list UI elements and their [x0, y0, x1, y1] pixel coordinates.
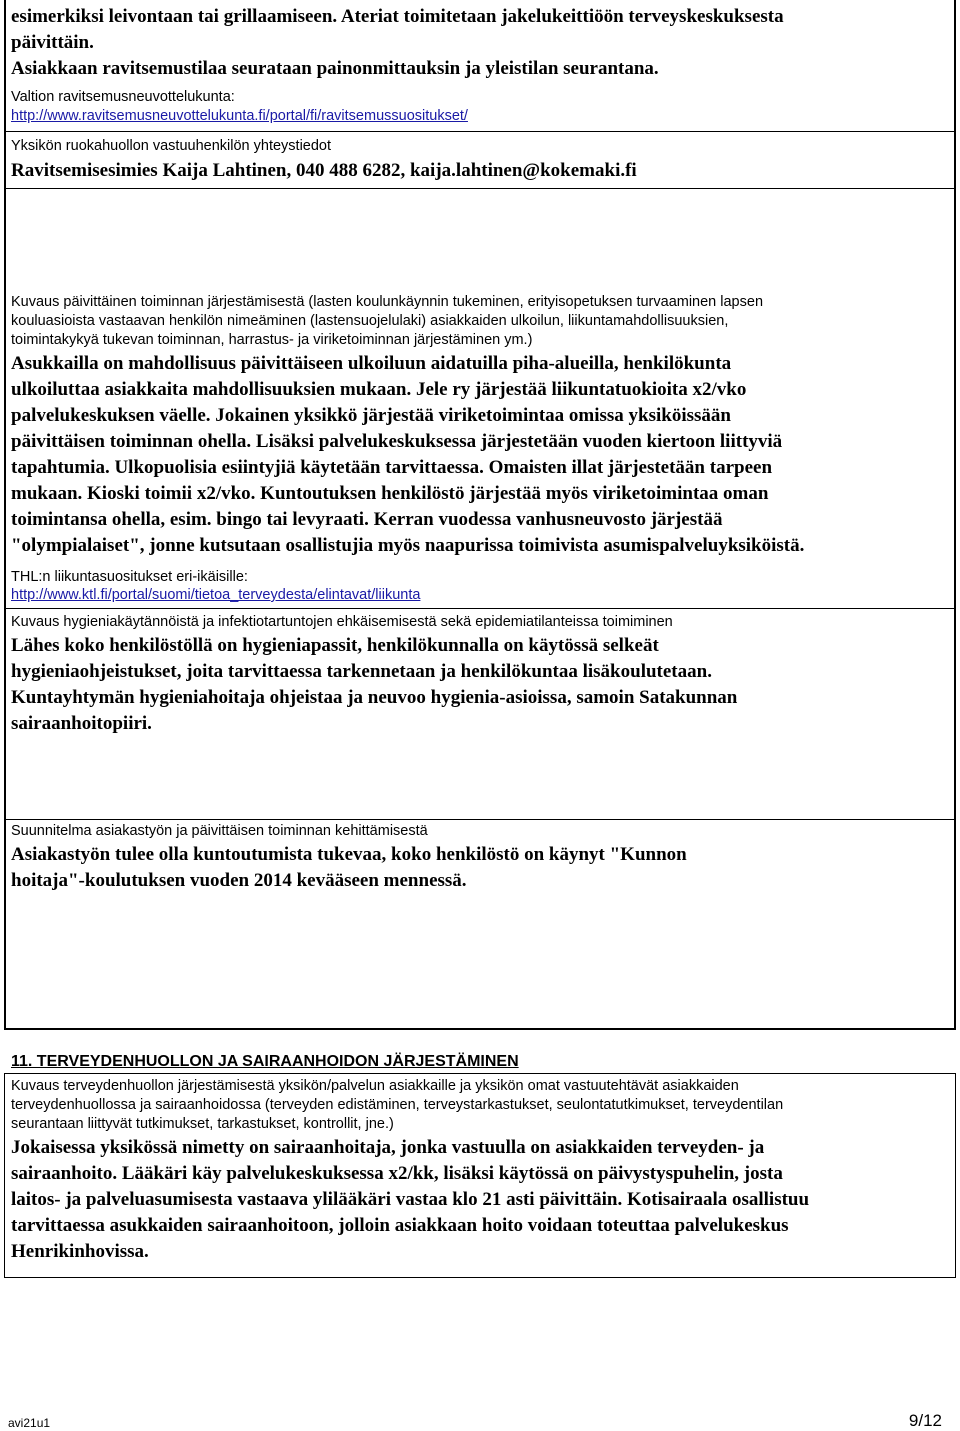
plan-text-1: Asiakastyön tulee olla kuntoutumista tukevaa, koko henkilöstö on käynyt "Kunnon — [11, 844, 687, 865]
activities-text-2: ulkoiluttaa asiakkaita mahdollisuuksien mukaan. Jele ry järjestää liikuntatuokioita x2/vko — [11, 379, 747, 400]
ref-link[interactable]: http://www.ravitsemusneuvottelukunta.fi/portal/fi/ravitsemussuositukset/ — [11, 108, 468, 124]
contact-label: Yksikön ruokahuollon vastuuhenkilön yhteystiedot — [11, 138, 332, 154]
hygiene-text-3: Kuntayhtymän hygieniahoitaja ohjeistaa ja neuvoo hygienia-asioissa, samoin Satakunnan — [11, 687, 738, 708]
top-line-1: esimerkiksi leivontaan tai grillaamiseen. Ateriat toimitetaan jakelukeittiöön terveyskeskuksesta — [11, 6, 784, 27]
activities-text-7: toimintansa ohella, esim. bingo tai levyraati. Kerran vuodessa vanhusneuvosto järjestää — [11, 509, 723, 530]
plan-text-2: hoitaja"-koulutuksen vuoden 2014 kevääseen mennessä. — [11, 870, 467, 891]
s11-text-1: Jokaisessa yksikössä nimetty on sairaanhoitaja, jonka vastuulla on asiakkaiden terveyden- ja — [11, 1137, 765, 1158]
s11-label-1: Kuvaus terveydenhuollon järjestämisestä yksikön/palvelun asiakkaille ja yksikön omat vastuutehtävät asiakkaiden — [11, 1078, 739, 1094]
s11-text-4: tarvittaessa asukkaiden sairaanhoitoon, jolloin asiakkaan hoito voidaan toteuttaa palvelukeskus — [11, 1215, 789, 1236]
divider — [4, 131, 956, 132]
s11-text-3: laitos- ja palveluasumisesta vastaava ylilääkäri vastaa klo 21 asti päivittäin. Kotisairaala osallistuu — [11, 1189, 810, 1210]
ref-label: Valtion ravitsemusneuvottelukunta: — [11, 89, 235, 105]
activities-label-2: kouluasioista vastaavan henkilön nimeäminen (lastensuojelulaki) asiakkaiden ulkoilun, liikuntamahdollisuuksien, — [11, 313, 729, 329]
top-line-3: Asiakkaan ravitsemustilaa seurataan painonmittauksin ja yleistilan seurantana. — [11, 58, 659, 79]
hygiene-text-1: Lähes koko henkilöstöllä on hygieniapassit, henkilökunnalla on käytössä selkeät — [11, 635, 659, 656]
activities-text-8: "olympialaiset", jonne kutsutaan osallistujia myös naapurissa toimivista asumispalveluyksiköistä. — [11, 535, 805, 556]
divider — [4, 188, 956, 189]
divider — [4, 608, 956, 609]
divider — [4, 819, 956, 820]
footer-doc-code: avi21u1 — [8, 1416, 51, 1430]
activities-label-1: Kuvaus päivittäinen toiminnan järjestämisestä (lasten koulunkäynnin tukeminen, erityisopetuksen turvaaminen lapsen — [11, 294, 764, 310]
activities-text-1: Asukkailla on mahdollisuus päivittäiseen ulkoiluun aidatuilla piha-alueilla, henkilökunta — [11, 353, 732, 374]
s11-label-2: terveydenhuollossa ja sairaanhoidossa (terveyden edistäminen, terveystarkastukset, seulontatutkimukset, terveydentilan — [11, 1097, 784, 1113]
thl-label: THL:n liikuntasuositukset eri-ikäisille: — [11, 569, 248, 585]
s11-text-2: sairaanhoito. Lääkäri käy palvelukeskuksessa x2/kk, lisäksi käytössä on päivystyspuhelin, josta — [11, 1163, 783, 1184]
plan-label: Suunnitelma asiakastyön ja päivittäisen toiminnan kehittämisestä — [11, 823, 428, 839]
divider — [4, 1073, 956, 1074]
activities-text-3: palvelukeskuksen väelle. Jokainen yksikkö järjestää viriketoimintaa omissa yksiköissään — [11, 405, 731, 426]
s11-label-3: seurantaan liittyvät tutkimukset, tarkastukset, kontrollit, jne.) — [11, 1116, 394, 1132]
activities-text-5: tapahtumia. Ulkopuolisia esiintyjiä käytetään tarvittaessa. Omaisten illat järjestetään tarpeen — [11, 457, 773, 478]
activities-label-3: toimintakykyä tukevan toiminnan, harrastus- ja viriketoiminnan järjestäminen ym.) — [11, 332, 533, 348]
thl-link[interactable]: http://www.ktl.fi/portal/suomi/tietoa_terveydesta/elintavat/liikunta — [11, 587, 421, 603]
ref-link-wrap — [11, 107, 468, 126]
footer-page-number: 9/12 — [908, 1411, 942, 1430]
hygiene-label: Kuvaus hygieniakäytännöistä ja infektiotartuntojen ehkäisemisestä sekä epidemiatilanteissa toimiminen — [11, 614, 673, 630]
contact-value: Ravitsemisesimies Kaija Lahtinen, 040 488 6282, kaija.lahtinen@kokemaki.fi — [11, 160, 637, 181]
activities-text-6: mukaan. Kioski toimii x2/vko. Kuntoutuksen henkilöstö järjestää myös viriketoimintaa oman — [11, 483, 769, 504]
hygiene-text-4: sairaanhoitopiiri. — [11, 713, 152, 734]
activities-text-4: päivittäisen toiminnan ohella. Lisäksi palvelukeskuksessa järjestetään vuoden kiertoon liittyviä — [11, 431, 783, 452]
section-11-heading: 11. TERVEYDENHUOLLON JA SAIRAANHOIDON JÄRJESTÄMINEN — [11, 1053, 519, 1070]
hygiene-text-2: hygieniaohjeistukset, joita tarvittaessa tarkennetaan ja henkilökuntaa lisäkoulutetaan. — [11, 661, 712, 682]
thl-link-wrap — [11, 586, 420, 605]
top-line-2: päivittäin. — [11, 32, 94, 53]
s11-text-5: Henrikinhovissa. — [11, 1241, 149, 1262]
